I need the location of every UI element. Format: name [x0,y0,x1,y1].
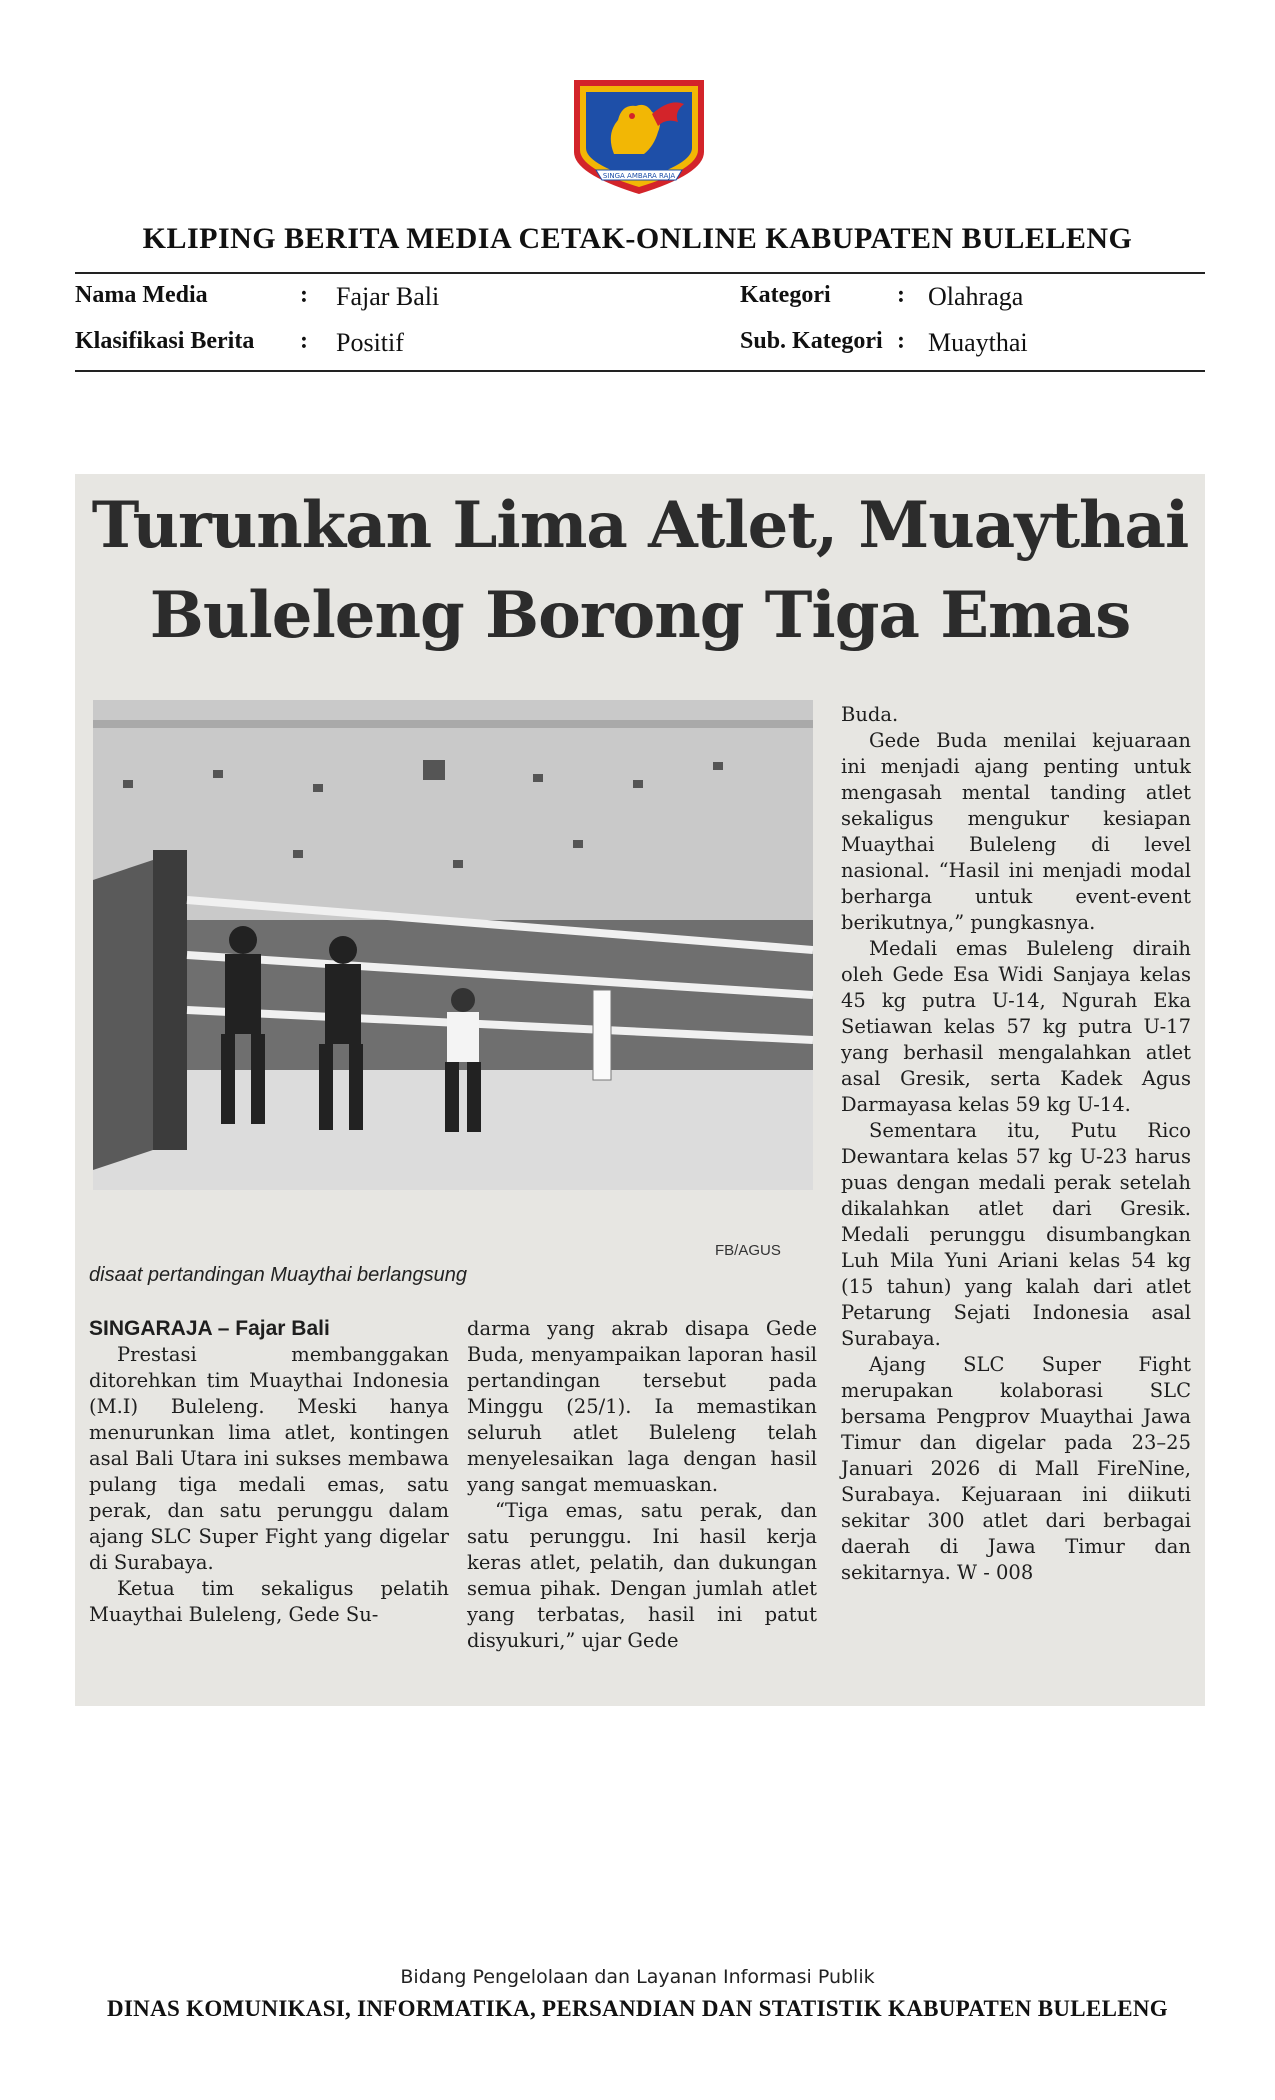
kategori-value: Olahraga [928,282,1024,311]
paragraph: “Tiga emas, satu perak, dan satu perunggu. Ini hasil kerja keras atlet, pelatih, dan dukungan semua pihak. Dengan jumlah atlet yang terbatas, hasil ini patut disyukuri,” ujar Gede [467,1499,817,1652]
paragraph: Sementara itu, Putu Rico Dewantara kelas 57 kg U-23 harus puas dengan medali perak setelah dikalahkan atlet dari Gresik. Medali perunggu disumbangkan Luh Mila Yuni Ariani kelas 54 kg (15 tahun) yang kalah dari atlet Petarung Sejati Indonesia asal Surabaya. [841,1119,1191,1350]
crest-motto: SINGA AMBARA RAJA [602,172,676,180]
media-label: Nama Media [75,282,208,308]
article-column-2 [467,1316,817,1654]
article-column-3 [841,702,1191,1586]
kategori-label: Kategori [740,282,831,308]
headline-line-1: Turunkan Lima Atlet, Muaythai [91,488,1189,563]
subkategori-label: Sub. Kategori [740,328,883,354]
paragraph: Ketua tim sekaligus pelatih Muaythai Buleleng, Gede Su- [89,1577,449,1626]
subkategori-colon: : [897,328,905,354]
kategori-colon: : [897,282,905,308]
klasifikasi-label: Klasifikasi Berita [75,328,255,354]
footer-agency: DINAS KOMUNIKASI, INFORMATIKA, PERSANDIAN DAN STATISTIK KABUPATEN BULELENG [107,1996,1168,2021]
klasifikasi-colon: : [300,328,308,354]
dateline: SINGARAJA – Fajar Bali [89,1317,330,1340]
paragraph: Buda. [841,703,899,726]
paragraph: darma yang akrab disapa Gede Buda, menyampaikan laporan hasil pertandingan tersebut pada Minggu (25/1). Ia memastikan seluruh atlet Buleleng telah menyelesaikan laga dengan hasil yang sangat memuaskan. [467,1317,817,1496]
article-column-1 [89,1316,449,1628]
klasifikasi-value: Positif [336,328,404,357]
document-title: KLIPING BERITA MEDIA CETAK-ONLINE KABUPATEN BULELENG [142,222,1133,255]
photo-credit: FB/AGUS [715,1242,781,1259]
news-clipping [75,474,1205,1706]
paragraph: Medali emas Buleleng diraih oleh Gede Esa Widi Sanjaya kelas 45 kg putra U-14, Ngurah Eka Setiawan kelas 57 kg putra U-17 yang berhasil mengalahkan atlet asal Gresik, serta Kadek Agus Darmayasa kelas 59 kg U-14. [841,937,1191,1116]
media-value: Fajar Bali [336,282,440,311]
headline-line-2: Buleleng Borong Tiga Emas [149,578,1131,653]
footer-unit: Bidang Pengelolaan dan Layanan Informasi Publik [400,1966,875,1988]
subkategori-value: Muaythai [928,328,1028,357]
header-rule-bottom [75,370,1205,372]
paragraph: Prestasi membanggakan ditorehkan tim Muaythai Indonesia (M.I) Buleleng. Meski hanya menurunkan lima atlet, kontingen asal Bali Utara ini sukses membawa pulang tiga medali emas, satu perak, dan satu perunggu dalam ajang SLC Super Fight yang digelar di Surabaya. [89,1343,449,1574]
singa-ambara-raja-crest-icon [566,74,712,198]
header-rule-top [75,272,1205,274]
paragraph: Ajang SLC Super Fight merupakan kolaborasi SLC bersama Pengprov Muaythai Jawa Timur dan digelar pada 23–25 Januari 2026 di Mall FireNine, Surabaya. Kejuaraan ini diikuti sekitar 300 atlet dari berbagai daerah di Jawa Timur dan sekitarnya. W - 008 [841,1353,1191,1584]
photo-caption: disaat pertandingan Muaythai berlangsung [89,1264,468,1286]
paragraph: Gede Buda menilai kejuaraan ini menjadi ajang penting untuk mengasah mental tanding atlet sekaligus mengukur kesiapan Muaythai Buleleng di level nasional. “Hasil ini menjadi modal berharga untuk event-event berikutnya,” pungkasnya. [841,729,1191,934]
media-colon: : [300,282,308,308]
muaythai-ring-photo [93,700,813,1190]
